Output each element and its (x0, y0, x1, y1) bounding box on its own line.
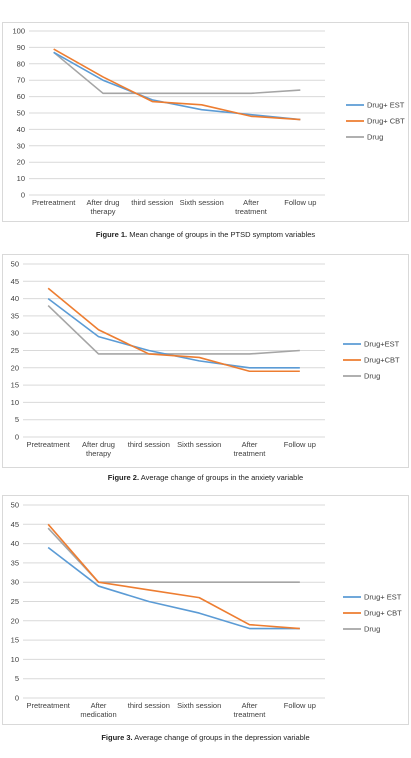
x-tick-label: After medication (80, 701, 117, 719)
depression-line-chart (3, 496, 408, 724)
legend-label: Drug (364, 371, 381, 381)
x-tick-label: Follow up (283, 701, 316, 710)
legend-label: Drug (367, 132, 384, 142)
figure-3-text: Average change of groups in the depression variable (134, 733, 310, 742)
figure-3-label: Figure 3. (101, 733, 133, 742)
y-tick-label: 40 (10, 539, 19, 549)
series-line-1 (48, 547, 300, 628)
x-tick-label: Pretreatment (31, 198, 76, 207)
y-tick-label: 40 (16, 124, 25, 134)
y-tick-label: 20 (10, 363, 19, 373)
y-tick-label: 25 (10, 597, 19, 606)
y-tick-label: 10 (16, 174, 25, 184)
x-tick-label: Sixth session (177, 701, 222, 710)
figure-2-caption (0, 473, 411, 482)
y-tick-label: 0 (14, 432, 19, 442)
figure-2-label: Figure 2. (107, 473, 140, 482)
x-tick-label: third session (131, 198, 174, 207)
series-line-1 (54, 52, 301, 119)
y-tick-label: 50 (10, 259, 19, 269)
y-tick-label: 10 (10, 397, 19, 407)
y-tick-label: 15 (10, 635, 19, 645)
y-tick-label: 50 (10, 500, 19, 510)
y-tick-label: 45 (10, 276, 19, 286)
x-tick-label: Sixth session (179, 198, 224, 207)
x-tick-label: Pretreatment (26, 440, 70, 449)
y-tick-label: 30 (16, 141, 25, 151)
x-tick-label: After drug therapy (82, 440, 115, 458)
y-tick-label: 0 (20, 190, 25, 200)
anxiety-line-chart (3, 255, 408, 467)
series-line-3 (48, 528, 300, 582)
x-tick-label: After treatment (233, 701, 266, 719)
y-tick-label: 45 (10, 519, 19, 529)
x-tick-label: After treatment (233, 440, 266, 458)
chart-frame-3 (2, 495, 409, 725)
figure-2-text: Average change of groups in the anxiety variable (140, 473, 304, 482)
figure-1-text: Mean change of groups in the PTSD symptom variables (129, 230, 316, 239)
y-tick-label: 0 (14, 693, 19, 703)
chart-frame-1 (2, 22, 409, 222)
legend-label: Drug (364, 624, 381, 634)
series-line-2 (48, 288, 300, 371)
legend-label: Drug+ CBT (364, 608, 402, 618)
legend-label: Drug+EST (364, 339, 400, 349)
legend-label: Drug+ EST (367, 100, 405, 110)
chart-frame-2 (2, 254, 409, 468)
x-tick-label: Follow up (283, 440, 316, 449)
figure-3-caption (0, 733, 411, 742)
y-tick-label: 10 (10, 654, 19, 664)
x-tick-label: Sixth session (177, 440, 222, 449)
figure-1-label: Figure 1. (95, 230, 128, 239)
y-tick-label: 80 (16, 59, 25, 69)
legend-label: Drug+ EST (364, 592, 402, 602)
y-tick-label: 20 (16, 157, 25, 167)
x-tick-label: Pretreatment (26, 701, 70, 710)
x-tick-label: Follow up (284, 198, 317, 207)
series-line-3 (48, 306, 300, 354)
y-tick-label: 100 (12, 26, 25, 36)
figure-1-caption (0, 230, 411, 239)
y-tick-label: 15 (10, 380, 19, 390)
y-tick-label: 20 (10, 616, 19, 626)
y-tick-label: 60 (16, 92, 25, 102)
y-tick-label: 5 (14, 674, 19, 684)
y-tick-label: 35 (10, 558, 19, 568)
y-tick-label: 35 (10, 311, 19, 321)
series-line-2 (54, 49, 301, 120)
y-tick-label: 90 (16, 42, 25, 52)
y-tick-label: 30 (10, 328, 19, 338)
y-tick-label: 5 (14, 415, 19, 425)
y-tick-label: 25 (10, 346, 19, 355)
y-tick-label: 50 (16, 108, 25, 118)
x-tick-label: third session (127, 440, 170, 449)
x-tick-label: After drug therapy (86, 198, 120, 216)
y-tick-label: 40 (10, 294, 19, 304)
legend-label: Drug+ CBT (367, 116, 405, 126)
y-tick-label: 30 (10, 577, 19, 587)
x-tick-label: After treatment (235, 198, 267, 216)
y-tick-label: 70 (16, 75, 25, 85)
ptsd-line-chart (3, 23, 408, 221)
legend-label: Drug+CBT (364, 355, 400, 365)
x-tick-label: third session (127, 701, 170, 710)
